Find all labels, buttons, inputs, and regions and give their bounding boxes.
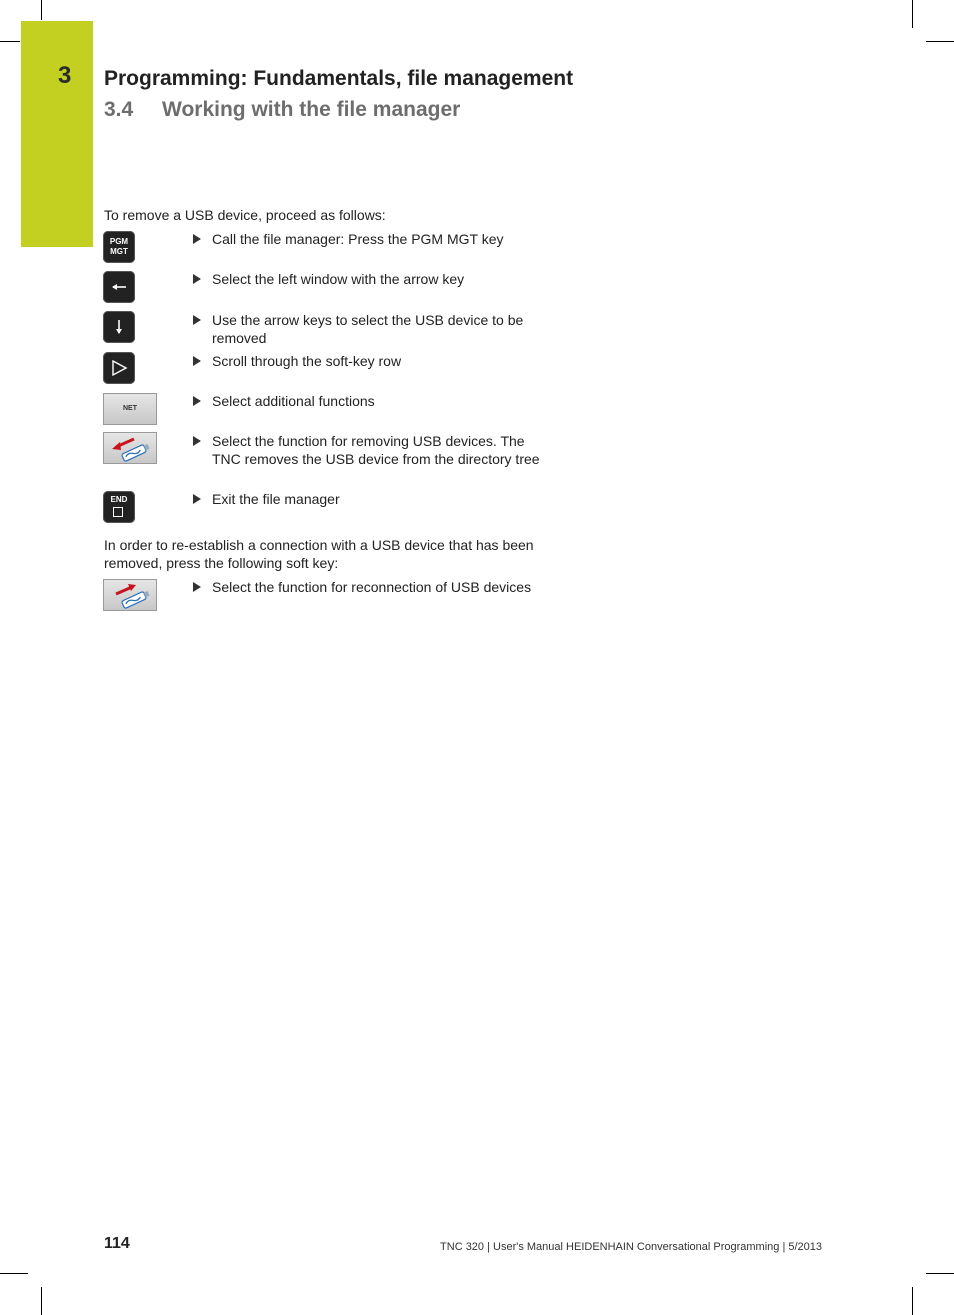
step-text: Select the left window with the arrow key [212, 271, 465, 287]
step-text: Select the function for removing USB devices. The TNC removes the USB device from the directory tree [212, 433, 540, 467]
reconnect-paragraph: In order to re-establish a connection with a USB device that has been removed, press the following soft key: [104, 537, 534, 571]
intro-paragraph: To remove a USB device, proceed as follows: [104, 207, 386, 223]
bullet-icon [193, 494, 201, 504]
bullet-icon [193, 234, 201, 244]
net-softkey-label: NET [123, 405, 137, 412]
step-text: Use the arrow keys to select the USB device to be removed [212, 312, 524, 346]
bullet-icon [193, 274, 201, 284]
step-text: Call the file manager: Press the PGM MGT key [212, 231, 504, 247]
bullet-icon [193, 436, 201, 446]
bullet-icon [193, 356, 201, 366]
end-key-icon [103, 491, 135, 523]
crop-mark [926, 1273, 954, 1274]
end-key-label: END [110, 495, 128, 504]
bullet-icon [193, 315, 201, 325]
crop-mark [926, 41, 954, 42]
bullet-icon [193, 396, 201, 406]
pgm-mgt-key-icon [103, 231, 135, 263]
crop-mark [912, 0, 913, 28]
chapter-title: Programming: Fundamentals, file management [104, 67, 574, 90]
crop-mark [41, 0, 42, 20]
net-softkey-icon [103, 393, 157, 425]
crop-mark [0, 41, 20, 42]
page-number: 114 [104, 1235, 130, 1252]
usb-reconnect-softkey-icon [103, 579, 157, 611]
chapter-number: 3 [58, 62, 72, 89]
arrow-left-key-icon [103, 271, 135, 303]
usb-remove-softkey-icon [103, 432, 157, 464]
footer-text: TNC 320 | User's Manual HEIDENHAIN Conversational Programming | 5/2013 [440, 1241, 822, 1253]
section-title: Working with the file manager [162, 98, 461, 121]
bullet-icon [193, 582, 201, 592]
next-softkey-row-key-icon [103, 352, 135, 384]
chapter-tab [21, 21, 93, 247]
arrow-down-key-icon [103, 311, 135, 343]
step-text: Select additional functions [212, 393, 375, 409]
crop-mark [0, 1273, 28, 1274]
square-icon [113, 507, 123, 517]
crop-mark [41, 1287, 42, 1315]
step-text: Select the function for reconnection of USB devices [212, 579, 532, 595]
pgm-mgt-key-label: PGM MGT [109, 237, 129, 256]
step-text: Scroll through the soft-key row [212, 353, 402, 369]
step-text: Exit the file manager [212, 491, 340, 507]
section-number: 3.4 [104, 98, 134, 121]
crop-mark [912, 1287, 913, 1315]
